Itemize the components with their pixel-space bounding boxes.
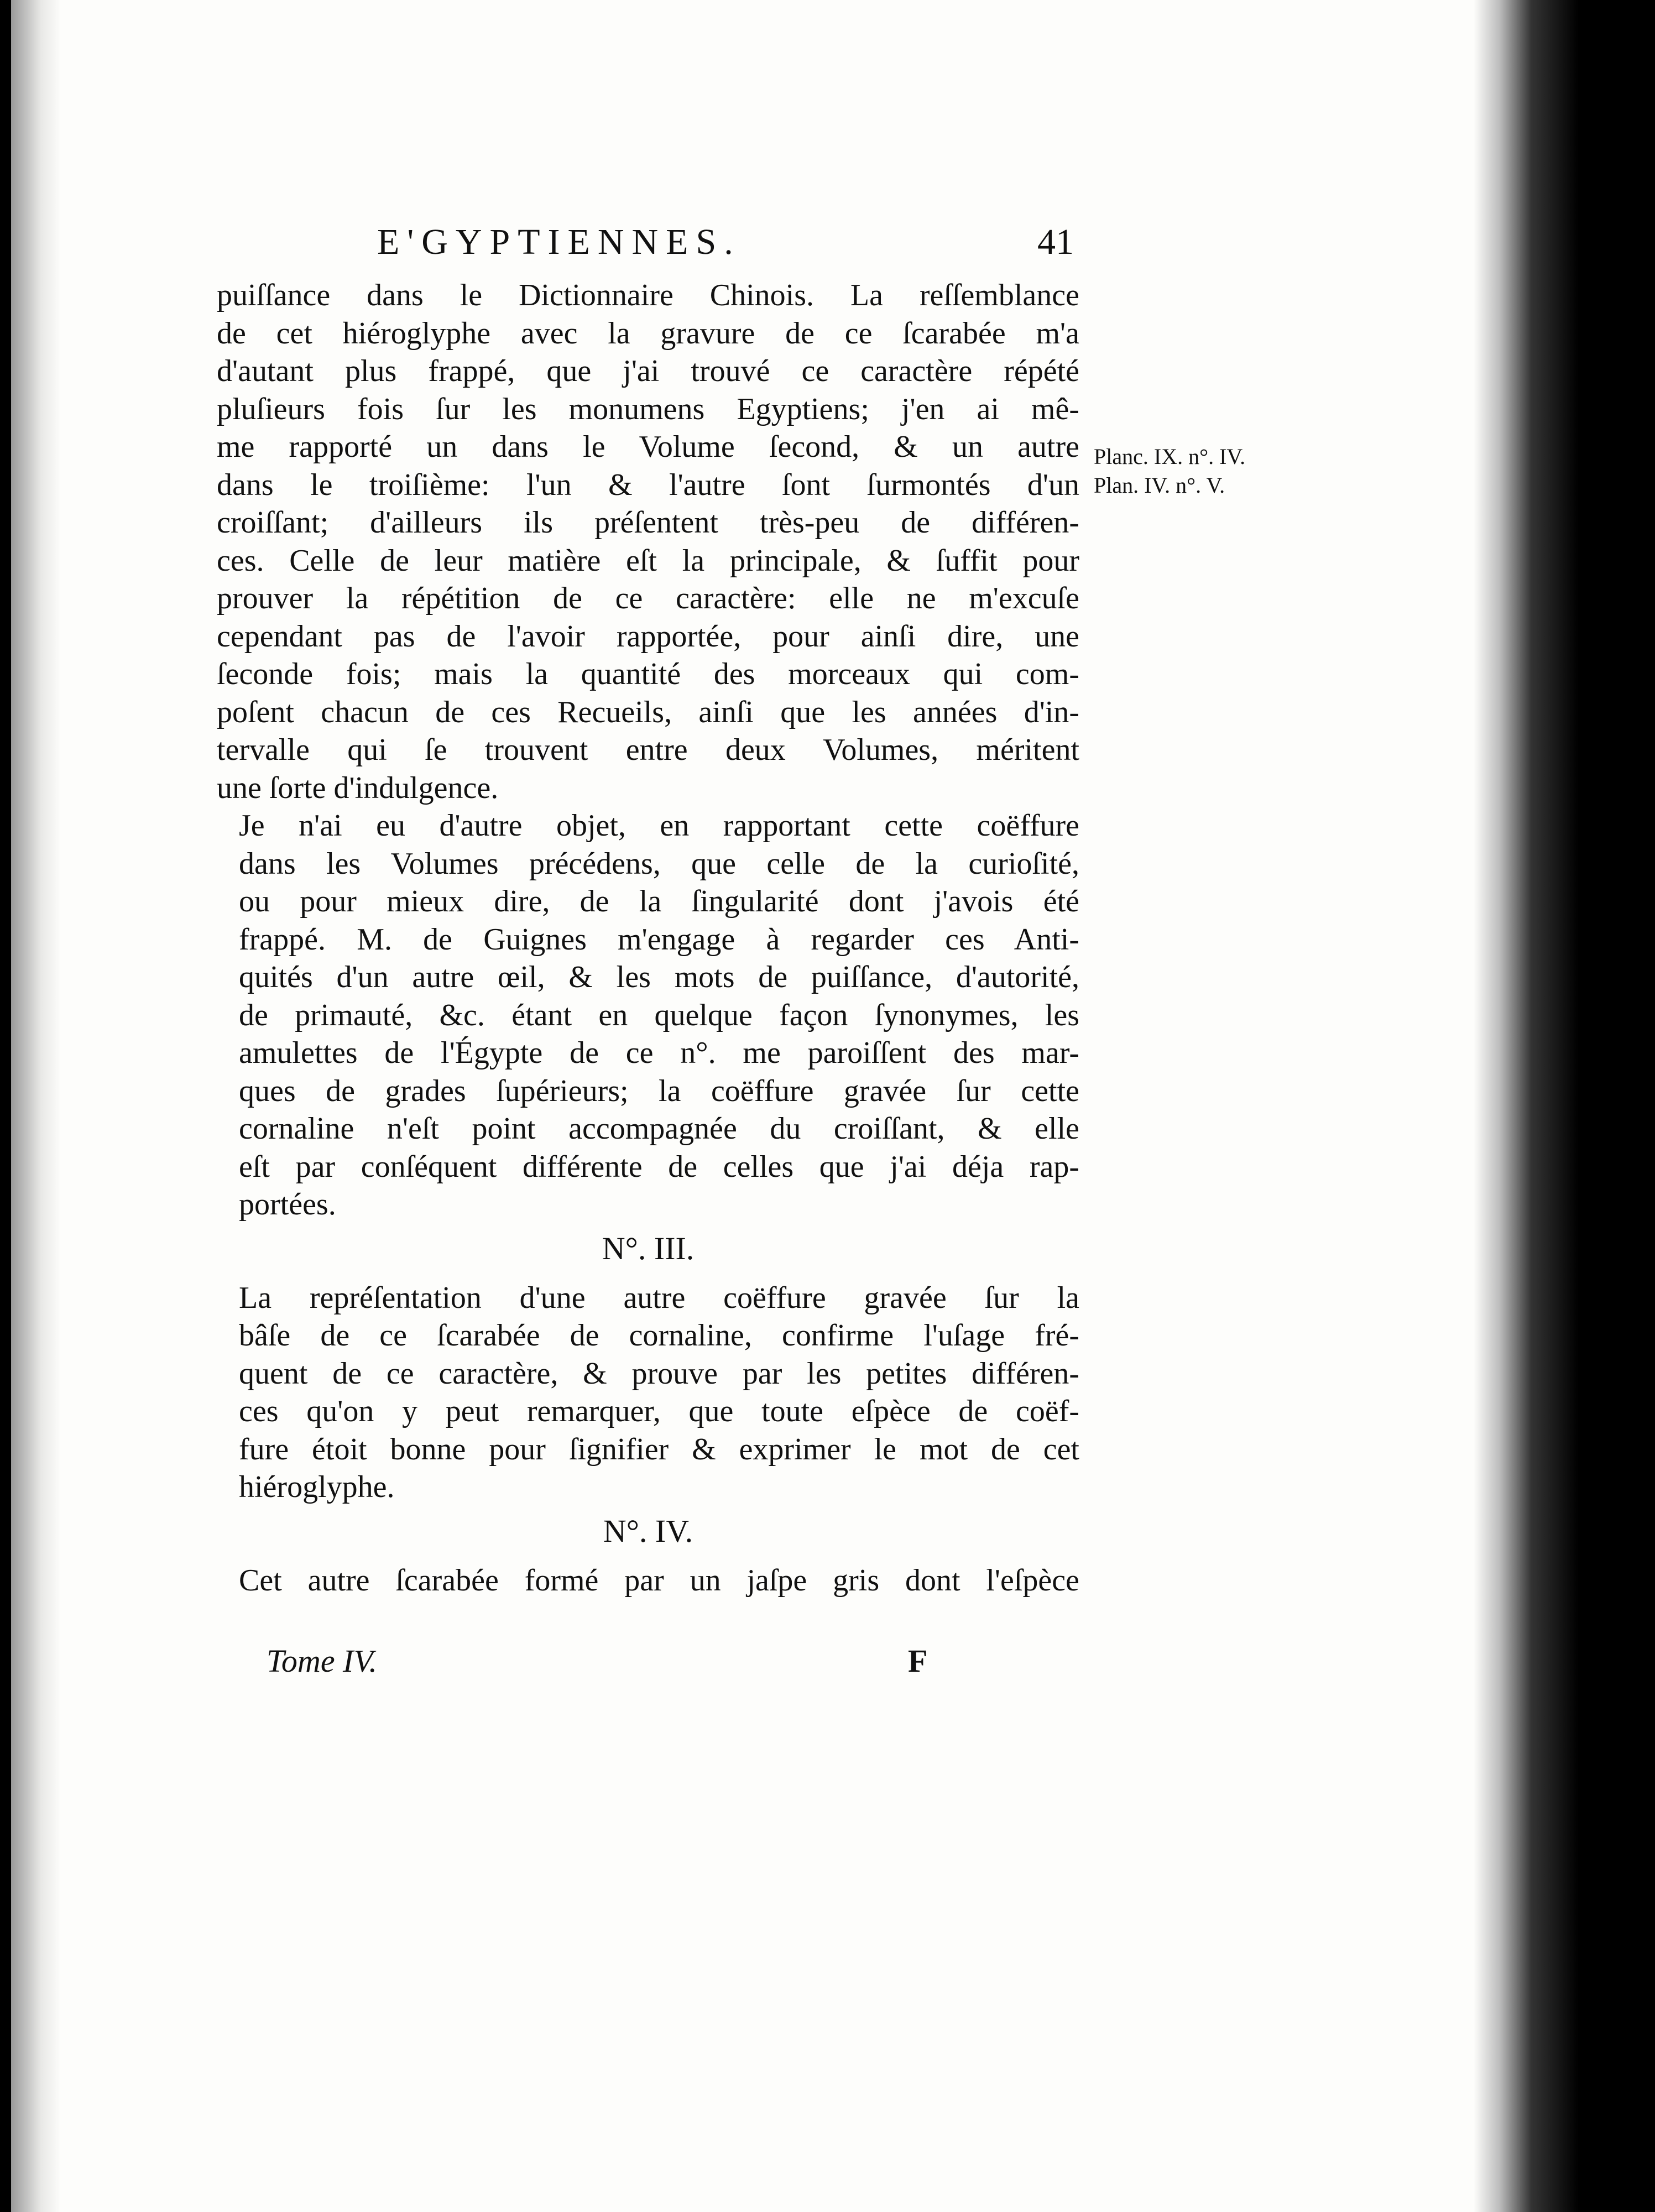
margin-note: Planc. IX. n°. IV.: [1094, 444, 1246, 469]
text-line: cornaline n'eſt point accompagnée du croiſſant, & elle: [239, 1112, 1079, 1146]
margin-notes: [1094, 442, 1326, 500]
page: [11, 0, 1579, 2212]
text-line: quités d'un autre œil, & les mots de puiſſance, d'autorité,: [239, 960, 1079, 994]
text-line: de primauté, &c. étant en quelque façon ſynonymes, les: [239, 998, 1079, 1032]
text-line: fure étoit bonne pour ſignifier & exprimer le mot de cet: [239, 1432, 1079, 1467]
text-line: puiſſance dans le Dictionnaire Chinois. La reſſemblance: [217, 278, 1079, 312]
text-line: La repréſentation d'une autre coëffure gravée ſur la: [239, 1280, 1079, 1315]
text-line: cependant pas de l'avoir rapportée, pour ainſi dire, une: [217, 619, 1079, 654]
margin-note: Plan. IV. n°. V.: [1094, 473, 1225, 498]
text-line: tervalle qui ſe trouvent entre deux Volumes, méritent: [217, 733, 1079, 767]
text-line: eſt par conſéquent différente de celles que j'ai déja rap-: [239, 1149, 1079, 1184]
paragraph-2: [217, 807, 1079, 1224]
text-line: hiéroglyphe.: [239, 1470, 395, 1504]
section-heading-4: N°. IV.: [603, 1512, 693, 1549]
text-line: prouver la répétition de ce caractère: elle ne m'excuſe: [217, 581, 1079, 615]
section-heading-3: N°. III.: [602, 1230, 695, 1266]
running-head: [217, 221, 1079, 276]
text-line: d'autant plus frappé, que j'ai trouvé ce caractère répété: [217, 354, 1079, 388]
text-line: croiſſant; d'ailleurs ils préſentent très-peu de différen-: [217, 505, 1079, 540]
text-line: me rapporté un dans le Volume ſecond, & un autre: [217, 430, 1079, 464]
text-line: poſent chacun de ces Recueils, ainſi que les années d'in-: [217, 695, 1079, 729]
scan-right-edge: [1474, 0, 1579, 2212]
text-line: frappé. M. de Guignes m'engage à regarder ces Anti-: [239, 922, 1079, 957]
text-line: ces. Celle de leur matière eſt la principale, & ſuffit pour: [217, 543, 1079, 578]
running-title: E'GYPTIENNES.: [377, 222, 741, 262]
signature-mark: F: [908, 1643, 928, 1679]
text-line: portées.: [239, 1187, 336, 1222]
text-line: ſeconde fois; mais la quantité des morceaux qui com-: [217, 657, 1079, 691]
text-line: pluſieurs fois ſur les monumens Egyptiens; j'en ai mê-: [217, 392, 1079, 426]
paragraph-1: [217, 276, 1079, 807]
text-line: Cet autre ſcarabée formé par un jaſpe gris dont l'eſpèce: [239, 1563, 1079, 1598]
text-line: ces qu'on y peut remarquer, que toute eſpèce de coëf-: [239, 1394, 1079, 1428]
text-line: bâſe de ce ſcarabée de cornaline, confirme l'uſage fré-: [239, 1318, 1079, 1353]
text-block: [217, 221, 1079, 1599]
text-line: dans les Volumes précédens, que celle de la curioſité,: [239, 846, 1079, 881]
page-number: 41: [1037, 222, 1074, 262]
paragraph-3: [217, 1279, 1079, 1506]
text-line: une ſorte d'indulgence.: [217, 770, 499, 805]
paragraph-4: [217, 1562, 1079, 1600]
text-line: ques de grades ſupérieurs; la coëffure gravée ſur cette: [239, 1073, 1079, 1108]
page-footer: [217, 1642, 1079, 1687]
text-line: quent de ce caractère, & prouve par les petites différen-: [239, 1356, 1079, 1391]
scan-left-shading: [11, 0, 61, 2212]
text-line: ou pour mieux dire, de la ſingularité dont j'avois été: [239, 884, 1079, 919]
text-line: de cet hiéroglyphe avec la gravure de ce ſcarabée m'a: [217, 316, 1079, 351]
text-line: Je n'ai eu d'autre objet, en rapportant cette coëffure: [239, 808, 1079, 843]
text-line: amulettes de l'Égypte de ce n°. me paroiſſent des mar-: [239, 1036, 1079, 1070]
text-line: dans le troiſième: l'un & l'autre ſont ſurmontés d'un: [217, 467, 1079, 502]
volume-line: Tome IV.: [267, 1643, 377, 1679]
